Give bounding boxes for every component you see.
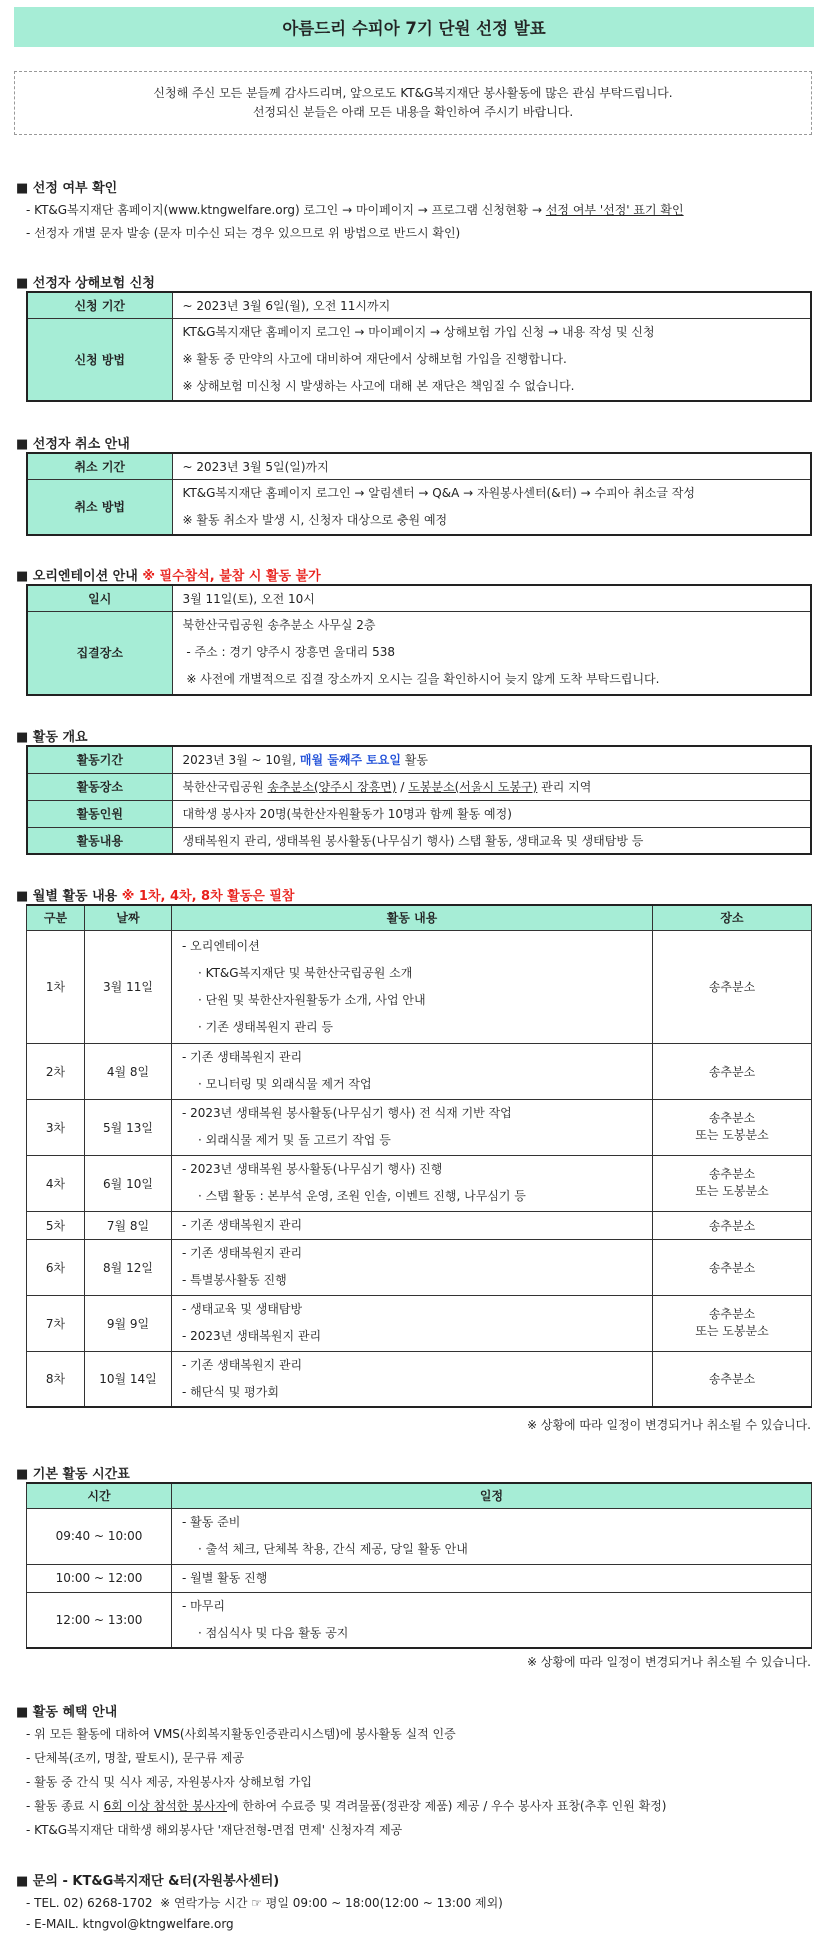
date-cell: 10월 14일 <box>85 1351 172 1407</box>
insurance-method-label: 신청 방법 <box>27 318 172 401</box>
selection-check-link[interactable]: 선정 여부 '선정' 표기 확인 <box>545 203 684 217</box>
activity-line: - 기존 생태복원지 관리 <box>182 1246 303 1260</box>
insurance-period-value: ~ 2023년 3월 6일(월), 오전 11시까지 <box>172 292 811 318</box>
monthly-header-content: 활동 내용 <box>172 905 653 930</box>
time-cell: 12:00 ~ 13:00 <box>27 1592 172 1648</box>
monthly-header-date: 날짜 <box>85 905 172 930</box>
place-cell: 송추분소 또는 도봉분소 <box>653 1295 812 1351</box>
table-row <box>27 1592 812 1648</box>
timetable-header-schedule: 일정 <box>172 1483 812 1508</box>
benefit-line: - KT&G복지재단 대학생 해외봉사단 '재단전형-면접 면제' 신청자격 제공 <box>26 1823 403 1837</box>
activity-line: - 기존 생태복원지 관리 <box>182 1050 303 1064</box>
timetable-note: ※ 상황에 따라 일정이 변경되거나 취소될 수 있습니다. <box>526 1655 811 1669</box>
orientation-date-value: 3월 11일(토), 오전 10시 <box>172 585 811 611</box>
monthly-note: ※ 상황에 따라 일정이 변경되거나 취소될 수 있습니다. <box>526 1418 811 1432</box>
contact-email[interactable]: - E-MAIL. ktngvol@ktngwelfare.org <box>26 1917 234 1931</box>
orientation-place-label: 집결장소 <box>27 611 172 695</box>
overview-period-value: 2023년 3월 ~ 10월, 매월 둘째주 토요일 활동 <box>172 746 811 773</box>
table-row <box>27 1295 812 1351</box>
date-cell: 3월 11일 <box>85 930 172 1043</box>
section-title-selection-check: ■ 선정 여부 확인 <box>16 181 118 196</box>
activity-line: - 2023년 생태복원 봉사활동(나무심기 행사) 전 식재 기반 작업 <box>182 1106 512 1120</box>
activity-line: - 2023년 생태복원지 관리 <box>182 1329 322 1343</box>
orientation-warning: ※ 필수참석, 불참 시 활동 불가 <box>142 569 321 584</box>
overview-people-label: 활동인원 <box>27 800 172 827</box>
overview-content-label: 활동내용 <box>27 827 172 854</box>
activity-line: · 단원 및 북한산자원활동가 소개, 사업 안내 <box>198 992 426 1007</box>
table-row <box>27 1043 812 1099</box>
selection-check-line-2: - 선정자 개별 문자 발송 (문자 미수신 되는 경우 있으므로 위 방법으로 반드시 확인) <box>26 226 461 240</box>
place-cell: 송추분소 <box>653 1211 812 1239</box>
intro-line: 신청해 주신 모든 분들께 감사드리며, 앞으로도 KT&G복지재단 봉사활동에 많은 관심 부탁드립니다. <box>153 86 673 100</box>
activity-line: · 스탭 활동 : 본부석 운영, 조원 인솔, 이벤트 진행, 나무심기 등 <box>198 1189 526 1203</box>
activity-line: - 기존 생태복원지 관리 <box>182 1357 303 1372</box>
cancel-method-line: KT&G복지재단 홈페이지 로그인 → 알림센터 → Q&A → 자원봉사센터(&터) → 수피아 취소글 작성 <box>182 485 695 500</box>
orientation-place-line: ※ 사전에 개별적으로 집결 장소까지 오시는 길을 확인하시어 늦지 않게 도착 부탁드립니다. <box>182 672 660 687</box>
table-row <box>27 930 812 1043</box>
section-title-overview: ■ 활동 개요 <box>16 730 88 745</box>
date-cell: 9월 9일 <box>85 1295 172 1351</box>
activity-line: - 오리엔테이션 <box>182 938 260 953</box>
place-cell: 송추분소 <box>653 1043 812 1099</box>
overview-content-value: 생태복원지 관리, 생태복원 봉사활동(나무심기 행사) 스탭 활동, 생태교육 및 생태탐방 등 <box>172 827 811 854</box>
orientation-table <box>26 584 812 696</box>
cancel-period-value: ~ 2023년 3월 5일(일)까지 <box>172 453 811 479</box>
overview-period-label: 활동기간 <box>27 746 172 773</box>
monthly-header-place: 장소 <box>653 905 812 930</box>
section-title-contact: ■ 문의 - KT&G복지재단 &터(자원봉사센터) <box>16 1874 280 1889</box>
round-cell: 6차 <box>27 1239 85 1295</box>
date-cell: 5월 13일 <box>85 1099 172 1155</box>
section-title-monthly: ■ 월별 활동 내용 ※ 1차, 4차, 8차 활동은 필참 <box>16 889 295 904</box>
insurance-method-line: ※ 상해보험 미신청 시 발생하는 사고에 대해 본 재단은 책임질 수 없습니다. <box>182 378 575 393</box>
section-title-orientation: ■ 오리엔테이션 안내 ※ 필수참석, 불참 시 활동 불가 <box>16 569 321 584</box>
section-title-cancellation: ■ 선정자 취소 안내 <box>16 437 130 452</box>
table-row <box>27 1239 812 1295</box>
benefit-line: - 위 모든 활동에 대하여 VMS(사회복지활동인증관리시스템)에 봉사활동 실적 인증 <box>26 1727 456 1741</box>
benefit-line: - 활동 중 간식 및 식사 제공, 자원봉사자 상해보험 가입 <box>26 1775 312 1789</box>
round-cell: 7차 <box>27 1295 85 1351</box>
schedule-line: - 마무리 <box>182 1598 225 1613</box>
date-cell: 8월 12일 <box>85 1239 172 1295</box>
schedule-line: - 활동 준비 <box>182 1515 241 1529</box>
activity-line: - 기존 생태복원지 관리 <box>182 1217 303 1232</box>
round-cell: 5차 <box>27 1211 85 1239</box>
overview-people-value: 대학생 봉사자 20명(북한산자원활동가 10명과 함께 활동 예정) <box>172 800 811 827</box>
page-title: 아름드리 수피아 7기 단원 선정 발표 <box>14 7 814 47</box>
table-row <box>27 1564 812 1592</box>
timetable <box>26 1482 812 1649</box>
place-cell: 송추분소 <box>653 1239 812 1295</box>
benefit-line: - 단체복(조끼, 명찰, 팔토시), 문구류 제공 <box>26 1751 245 1765</box>
overview-place-value: 북한산국립공원 송추분소(양주시 장흥면) / 도봉분소(서울시 도봉구) 관리 지역 <box>172 773 811 800</box>
cancel-method-line: ※ 활동 취소자 발생 시, 신청자 대상으로 충원 예정 <box>182 512 448 527</box>
round-cell: 2차 <box>27 1043 85 1099</box>
contact-phone: - TEL. 02) 6268-1702 ※ 연락가능 시간 ☞ 평일 09:00 ~ 18:00(12:00 ~ 13:00 제외) <box>26 1896 503 1910</box>
schedule-line: · 출석 체크, 단체복 착용, 간식 제공, 당일 활동 안내 <box>198 1542 468 1556</box>
insurance-table <box>26 291 812 402</box>
timetable-header-time: 시간 <box>27 1483 172 1508</box>
intro-line: 선정되신 분들은 아래 모든 내용을 확인하여 주시기 바랍니다. <box>252 105 574 119</box>
table-row <box>27 1508 812 1564</box>
date-cell: 4월 8일 <box>85 1043 172 1099</box>
activity-line: · KT&G복지재단 및 북한산국립공원 소개 <box>198 965 413 980</box>
overview-place-label: 활동장소 <box>27 773 172 800</box>
table-row <box>27 1155 812 1211</box>
insurance-method-line: KT&G복지재단 홈페이지 로그인 → 마이페이지 → 상해보험 가입 신청 → 내용 작성 및 신청 <box>182 324 655 339</box>
insurance-method-line: ※ 활동 중 만약의 사고에 대비하여 재단에서 상해보험 가입을 진행합니다. <box>182 351 567 366</box>
round-cell: 8차 <box>27 1351 85 1407</box>
cancel-period-label: 취소 기간 <box>27 453 172 479</box>
activity-line: - 특별봉사활동 진행 <box>182 1273 287 1287</box>
activity-line: - 생태교육 및 생태탐방 <box>182 1302 303 1316</box>
time-cell: 09:40 ~ 10:00 <box>27 1508 172 1564</box>
round-cell: 3차 <box>27 1099 85 1155</box>
orientation-date-label: 일시 <box>27 585 172 611</box>
schedule-line: · 점심식사 및 다음 활동 공지 <box>198 1625 349 1640</box>
round-cell: 1차 <box>27 930 85 1043</box>
table-row <box>27 1211 812 1239</box>
section-title-benefits: ■ 활동 혜택 안내 <box>16 1705 118 1720</box>
cancellation-table <box>26 452 812 536</box>
place-cell: 송추분소 또는 도봉분소 <box>653 1155 812 1211</box>
activity-line: - 해단식 및 평가회 <box>182 1384 279 1399</box>
date-cell: 6월 10일 <box>85 1155 172 1211</box>
section-title-insurance: ■ 선정자 상해보험 신청 <box>16 276 155 291</box>
monthly-header-round: 구분 <box>27 905 85 930</box>
benefit-line: - 활동 종료 시 6회 이상 참석한 봉사자에 한하여 수료증 및 격려물품(정관장 제품) 제공 / 우수 봉사자 표창(추후 인원 확정) <box>26 1799 667 1813</box>
table-row <box>27 1351 812 1407</box>
monthly-warning: ※ 1차, 4차, 8차 활동은 필참 <box>121 889 295 904</box>
time-cell: 10:00 ~ 12:00 <box>27 1564 172 1592</box>
activity-line: · 외래식물 제거 및 돌 고르기 작업 등 <box>198 1133 391 1147</box>
place-cell: 송추분소 또는 도봉분소 <box>653 1099 812 1155</box>
cancel-method-label: 취소 방법 <box>27 479 172 535</box>
activity-line: - 2023년 생태복원 봉사활동(나무심기 행사) 진행 <box>182 1162 443 1176</box>
date-cell: 7월 8일 <box>85 1211 172 1239</box>
place-cell: 송추분소 <box>653 1351 812 1407</box>
insurance-period-label: 신청 기간 <box>27 292 172 318</box>
activity-line: · 모니터링 및 외래식물 제거 작업 <box>198 1077 372 1091</box>
section-title-timetable: ■ 기본 활동 시간표 <box>16 1467 130 1482</box>
round-cell: 4차 <box>27 1155 85 1211</box>
overview-table <box>26 745 812 855</box>
monthly-table <box>26 904 812 1408</box>
intro-box <box>14 71 812 135</box>
schedule-line: - 월별 활동 진행 <box>182 1570 268 1585</box>
selection-check-line-1: - KT&G복지재단 홈페이지(www.ktngwelfare.org) 로그인 → 마이페이지 → 프로그램 신청현황 → 선정 여부 '선정' 표기 확인 <box>26 203 684 217</box>
orientation-place-line: - 주소 : 경기 양주시 장흥면 울대리 538 <box>182 645 395 660</box>
table-row <box>27 1099 812 1155</box>
place-cell: 송추분소 <box>653 930 812 1043</box>
orientation-place-line: 북한산국립공원 송추분소 사무실 2층 <box>182 618 376 633</box>
activity-line: · 기존 생태복원지 관리 등 <box>198 1019 333 1034</box>
